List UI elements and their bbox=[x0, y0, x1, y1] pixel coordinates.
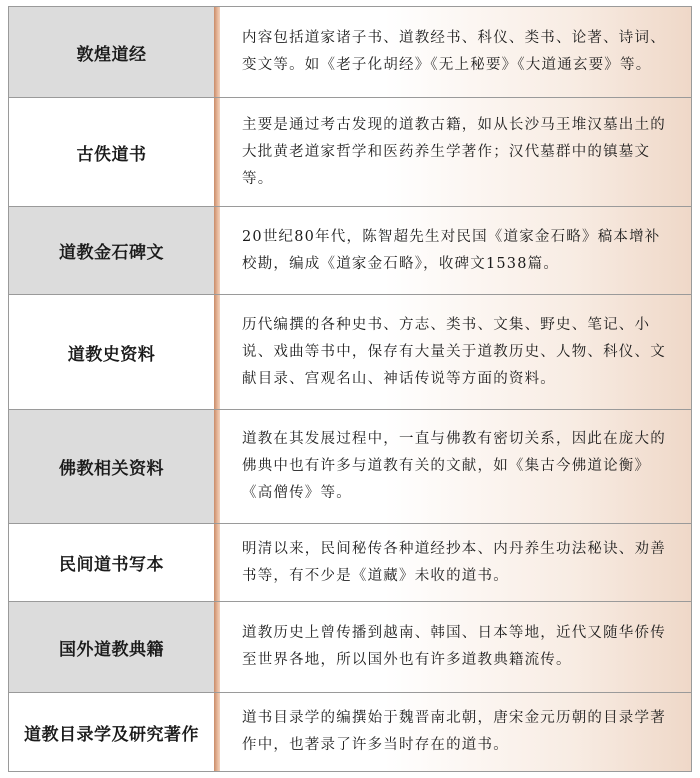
category-cell: 敦煌道经 bbox=[9, 7, 214, 97]
description-cell bbox=[220, 207, 691, 294]
category-cell: 道教目录学及研究著作 bbox=[9, 693, 214, 771]
description-text: 明清以来，民间秘传各种道经抄本、内丹养生功法秘诀、劝善书等，有不少是《道藏》未收的道书。 bbox=[242, 540, 666, 584]
description-cell bbox=[220, 602, 691, 692]
table-row bbox=[9, 295, 691, 410]
category-cell: 道教史资料 bbox=[9, 295, 214, 409]
table-row bbox=[9, 602, 691, 693]
description-text: 道教在其发展过程中，一直与佛教有密切关系，因此在庞大的佛典中也有许多与道教有关的文献，如《集古今佛道论衡》《高僧传》等。 bbox=[242, 431, 666, 501]
description-cell bbox=[220, 524, 691, 601]
description-cell bbox=[220, 98, 691, 206]
description-cell bbox=[220, 295, 691, 409]
description-cell bbox=[220, 7, 691, 97]
description-text: 主要是通过考古发现的道教古籍，如从长沙马王堆汉墓出土的大批黄老道家哲学和医药养生学著作；汉代墓群中的镇墓文等。 bbox=[242, 116, 666, 187]
table-row bbox=[9, 693, 691, 771]
table-row bbox=[9, 207, 691, 295]
table-row bbox=[9, 410, 691, 524]
description-text: 历代编撰的各种史书、方志、类书、文集、野史、笔记、小说、戏曲等书中，保存有大量关于道教历史、人物、科仪、文献目录、宫观名山、神话传说等方面的资料。 bbox=[242, 316, 666, 387]
table-row bbox=[9, 98, 691, 207]
category-cell: 古佚道书 bbox=[9, 98, 214, 206]
description-text: 内容包括道家诸子书、道教经书、科仪、类书、论著、诗词、变文等。如《老子化胡经》《无上秘要》《大道通玄要》等。 bbox=[242, 30, 666, 73]
description-text: 20世纪80年代，陈智超先生对民国《道家金石略》稿本增补校勘，编成《道家金石略》，收碑文1538篇。 bbox=[242, 228, 661, 272]
category-cell: 佛教相关资料 bbox=[9, 410, 214, 523]
category-cell: 道教金石碑文 bbox=[9, 207, 214, 294]
description-text: 道书目录学的编撰始于魏晋南北朝，唐宋金元历朝的目录学著作中，也著录了许多当时存在的道书。 bbox=[242, 710, 666, 753]
description-cell bbox=[220, 693, 691, 771]
category-cell: 国外道教典籍 bbox=[9, 602, 214, 692]
description-text: 道教历史上曾传播到越南、韩国、日本等地，近代又随华侨传至世界各地，所以国外也有许多道教典籍流传。 bbox=[242, 625, 666, 668]
description-cell bbox=[220, 410, 691, 523]
table-row bbox=[9, 7, 691, 98]
category-cell: 民间道书写本 bbox=[9, 524, 214, 601]
table-row bbox=[9, 524, 691, 602]
taoist-literature-table bbox=[8, 6, 692, 772]
